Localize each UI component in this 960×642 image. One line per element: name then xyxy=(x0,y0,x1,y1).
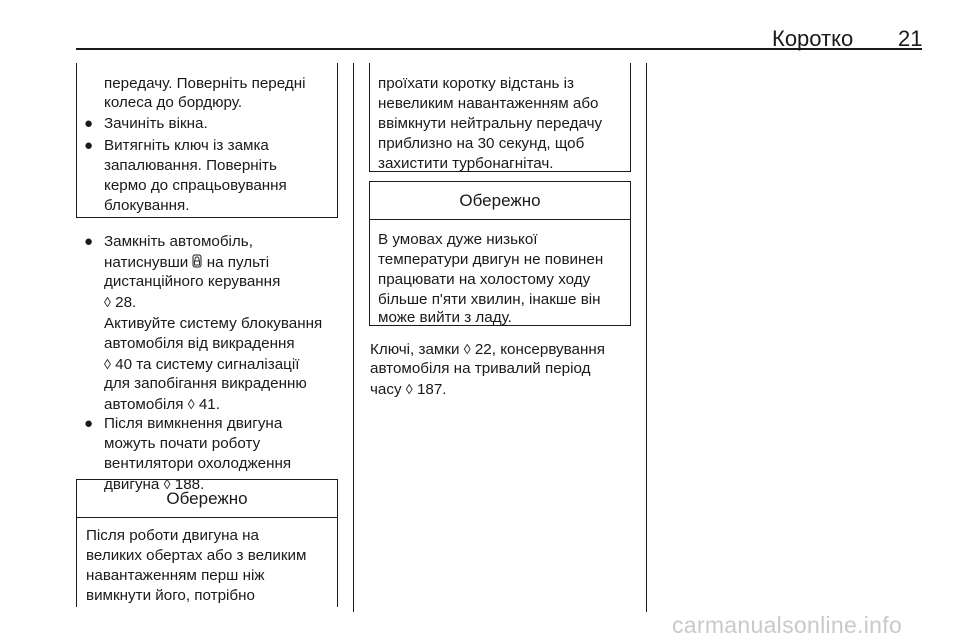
column-separator xyxy=(646,63,647,612)
warning-title-divider xyxy=(76,517,338,518)
page-number: 21 xyxy=(898,26,923,51)
reference-icon: ◊ xyxy=(163,476,171,492)
item-text: можуть почати роботу xyxy=(104,435,261,452)
warning-title: Обережно xyxy=(459,191,541,210)
warning-title: Обережно xyxy=(166,489,248,508)
item-text: ◊ 40 та систему сигналізації xyxy=(104,356,300,373)
item-text: автомобіля ◊ 41. xyxy=(104,396,220,413)
header-rule xyxy=(76,48,922,50)
warning-text: В умовах дуже низької xyxy=(378,231,538,248)
item-text: натиснувши на пульті xyxy=(104,254,270,271)
warning-text: працювати на холостому ходу xyxy=(378,271,591,288)
item-text: Замкніть автомобіль, xyxy=(104,233,253,250)
box-line: передачу. Поверніть передні xyxy=(104,75,306,92)
box-line: невеликим навантаженням або xyxy=(378,95,599,112)
item-text: ◊ 28. xyxy=(104,294,137,311)
header-title: Коротко xyxy=(772,26,854,51)
item-text: вентилятори охолодження xyxy=(104,455,292,472)
bullet-text: запалювання. Поверніть xyxy=(104,157,277,174)
reference-icon: ◊ xyxy=(463,341,471,357)
warning-text: температури двигун не повинен xyxy=(378,251,604,268)
watermark: carmanualsonline.info xyxy=(672,612,903,638)
box-line: захистити турбонагнітач. xyxy=(378,155,554,172)
box-left-border xyxy=(369,63,370,171)
reference-icon: ◊ xyxy=(104,294,111,310)
paragraph-text: Ключі, замки ◊ 22, консервування xyxy=(370,341,605,358)
warning-text: вимкнути його, потрібно xyxy=(86,587,255,604)
box-bottom-border xyxy=(76,217,338,218)
item-text: автомобіля від викрадення xyxy=(104,335,295,352)
box-left-border xyxy=(76,63,77,217)
bullet-icon: ● xyxy=(84,137,94,154)
warning-top-border xyxy=(369,181,631,182)
warning-text: навантаженням перш ніж xyxy=(86,567,265,584)
box-line: колеса до бордюру. xyxy=(104,94,243,111)
bullet-text: блокування. xyxy=(104,197,190,214)
warning-title-divider xyxy=(369,219,631,220)
box-line: ввімкнути нейтральну передачу xyxy=(378,115,603,132)
warning-top-border xyxy=(76,479,338,480)
reference-icon: ◊ xyxy=(104,356,111,372)
warning-text: Після роботи двигуна на xyxy=(86,527,259,544)
box-line: проїхати коротку відстань із xyxy=(378,75,574,92)
box-line: приблизно на 30 секунд, щоб xyxy=(378,135,585,152)
bullet-icon: ● xyxy=(84,233,94,250)
item-text: Активуйте систему блокування xyxy=(104,315,323,332)
column-separator xyxy=(353,63,354,612)
item-text: для запобігання викраденню xyxy=(104,375,307,392)
reference-icon: ◊ xyxy=(405,381,413,397)
box-right-border xyxy=(337,63,338,217)
bullet-icon: ● xyxy=(84,415,94,432)
warning-text: більше п'яти хвилин, інакше він xyxy=(378,291,601,308)
warning-text: великих обертах або з великим xyxy=(86,547,307,564)
bullet-text: кермо до спрацьовування xyxy=(104,177,287,194)
paragraph-text: часу ◊ 187. xyxy=(370,381,447,398)
item-text: двигуна ◊ 188. xyxy=(104,476,205,493)
paragraph-text: автомобіля на тривалий період xyxy=(370,360,591,377)
item-text: дистанційного керування xyxy=(104,273,281,290)
lock-key-icon xyxy=(192,252,202,272)
bullet-text: Зачиніть вікна. xyxy=(104,115,208,132)
reference-icon: ◊ xyxy=(187,396,195,412)
box-right-border xyxy=(630,63,631,171)
item-text: Після вимкнення двигуна xyxy=(104,415,283,432)
warning-text: може вийти з ладу. xyxy=(378,309,512,326)
bullet-icon: ● xyxy=(84,115,94,132)
bullet-text: Витягніть ключ із замка xyxy=(104,137,269,154)
